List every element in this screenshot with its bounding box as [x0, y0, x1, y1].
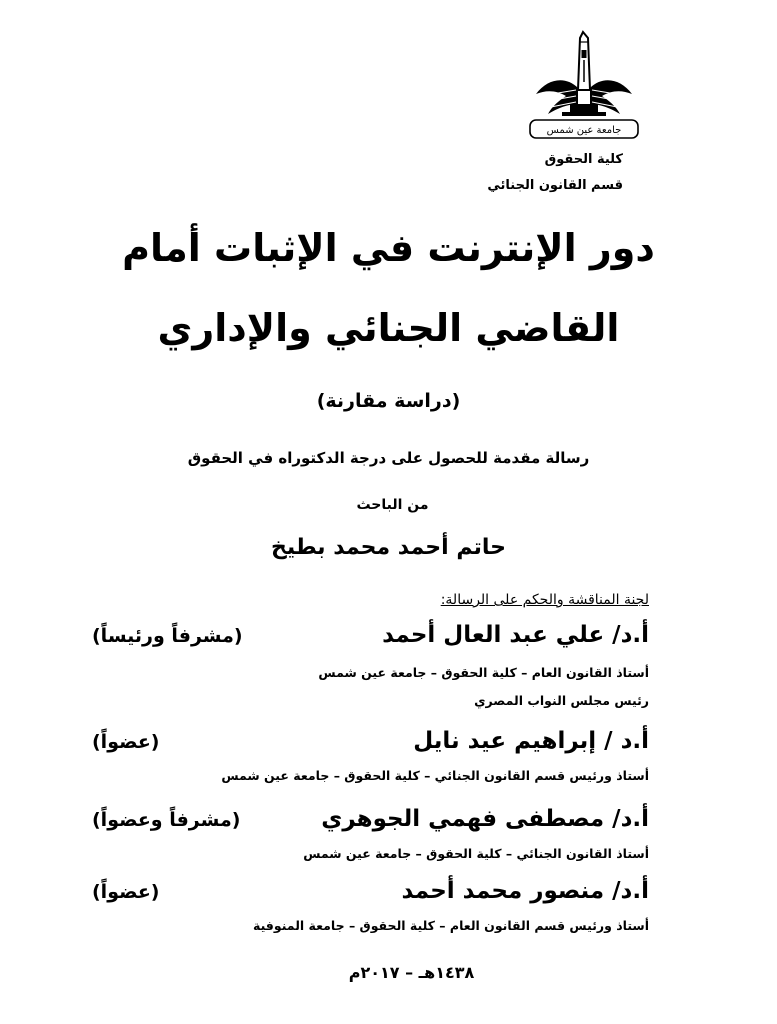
committee-member-name: أ.د / إبراهيم عيد نايل: [413, 728, 649, 754]
committee-member-name: أ.د/ مصطفى فهمي الجوهري: [321, 806, 649, 832]
researcher-label: من الباحث: [356, 497, 429, 513]
faculty-name: كلية الحقوق: [544, 152, 623, 167]
committee-member-name: أ.د/ علي عبد العال أحمد: [382, 622, 649, 648]
researcher-name: حاتم أحمد محمد بطيخ: [271, 535, 506, 560]
committee-member-description: أستاذ ورئيس قسم القانون العام – كلية الحقوق – جامعة المنوفية: [253, 918, 649, 933]
thesis-subtitle: (دراسة مقارنة): [316, 390, 461, 412]
thesis-date: ١٤٣٨هـ – ٢٠١٧م: [348, 963, 475, 982]
university-logo: [526, 30, 656, 142]
committee-member-description: رئيس مجلس النواب المصري: [474, 693, 649, 708]
committee-member-name: أ.د/ منصور محمد أحمد: [401, 878, 649, 904]
committee-heading: لجنة المناقشة والحكم على الرسالة:: [440, 592, 649, 608]
thesis-title-line-1: دور الإنترنت في الإثبات أمام: [122, 226, 655, 270]
committee-member-role: (مشرفاً ورئيساً): [92, 625, 243, 647]
committee-member-role: (عضواً): [92, 731, 160, 753]
thesis-title-line-2: القاضي الجنائي والإداري: [157, 306, 620, 350]
logo-text: جامعة عين شمس: [546, 125, 622, 136]
university-emblem-icon: [526, 30, 656, 142]
committee-member-description: أستاذ القانون الجنائي – كلية الحقوق – جامعة عين شمس: [303, 846, 649, 861]
committee-member-description: أستاذ ورئيس قسم القانون الجنائي – كلية الحقوق – جامعة عين شمس: [221, 768, 649, 783]
thesis-purpose: رسالة مقدمة للحصول على درجة الدكتوراه في الحقوق: [187, 449, 590, 467]
committee-member-role: (مشرفاً وعضواً): [92, 809, 241, 831]
committee-member-description: أستاذ القانون العام – كلية الحقوق – جامعة عين شمس: [318, 665, 649, 680]
committee-member-role: (عضواً): [92, 881, 160, 903]
department-name: قسم القانون الجنائي: [487, 178, 623, 193]
